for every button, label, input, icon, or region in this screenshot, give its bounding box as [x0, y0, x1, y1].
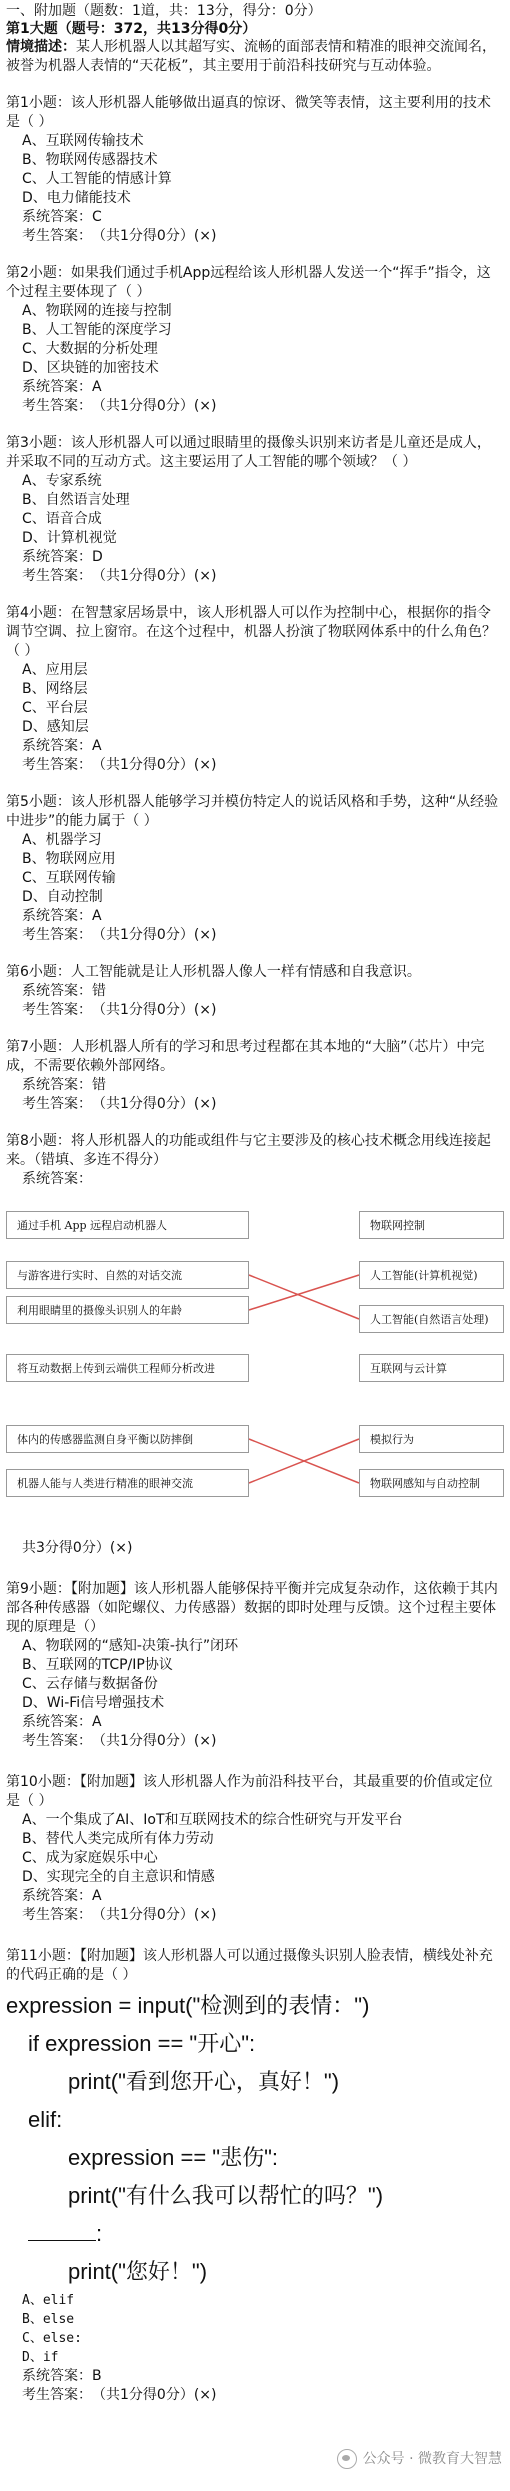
left-item[interactable]: 与游客进行实时、自然的对话交流 [6, 1261, 249, 1289]
student-answer: 考生答案： （共1分得0分）(×) [22, 1096, 217, 1112]
code-line: if expression == "开心": [28, 2031, 256, 2056]
option: D、计算机视觉 [22, 530, 117, 546]
option: D、电力储能技术 [22, 190, 131, 206]
right-item[interactable]: 模拟行为 [359, 1425, 504, 1453]
watermark-text: 公众号 · 微教育大智慧 [362, 2450, 502, 2467]
question-stem: 第3小题：该人形机器人可以通过眼睛里的摄像头识别来访者是儿童还是成人，并采取不同的互动方式。这主要运用了人工智能的哪个领域？（ ） [6, 435, 491, 470]
system-answer: 系统答案：A [22, 1714, 102, 1730]
match-line [249, 1275, 359, 1310]
question-8 [6, 1132, 504, 1189]
option: C、else: [22, 2331, 82, 2346]
code-line: elif: [28, 2107, 63, 2132]
question-stem: 第9小题：【附加题】该人形机器人能够保持平衡并完成复杂动作，这依赖于其内部各种传感器（如陀螺仪、力传感器）数据的即时处理与反馈。这个过程主要体现的原理是（） [6, 1581, 498, 1635]
wechat-icon [337, 2449, 357, 2469]
system-answer: 系统答案： [22, 1171, 92, 1187]
option: D、if [22, 2350, 59, 2365]
option: C、语音合成 [22, 511, 102, 527]
option: D、区块链的加密技术 [22, 360, 159, 376]
left-item[interactable]: 将互动数据上传到云端供工程师分析改进 [6, 1354, 249, 1382]
option: B、人工智能的深度学习 [22, 322, 172, 338]
question-stem: 第2小题：如果我们通过手机App远程给该人形机器人发送一个“挥手”指令，这个过程主要体现了（ ） [6, 265, 491, 300]
question-3 [6, 434, 504, 586]
system-answer: 系统答案：错 [22, 1077, 106, 1093]
code-line: print("您好！") [68, 2259, 208, 2284]
question-list-2 [6, 1580, 504, 1925]
option: A、elif [22, 2293, 75, 2308]
right-item[interactable]: 人工智能(自然语言处理) [359, 1305, 504, 1333]
option: D、感知层 [22, 719, 89, 735]
option: D、实现完全的自主意识和情感 [22, 1869, 215, 1885]
option: C、大数据的分析处理 [22, 341, 158, 357]
matching-diagram [6, 1209, 504, 1539]
student-answer: 考生答案： （共1分得0分）(×) [22, 568, 217, 584]
question-1 [6, 94, 504, 246]
question-11 [6, 1947, 504, 2405]
code-line: print("看到您开心，真好！") [68, 2069, 340, 2094]
question-stem: 第6小题：人工智能就是让人形机器人像人一样有情感和自我意识。 [6, 964, 421, 980]
option: B、else [22, 2312, 75, 2327]
question-stem: 第11小题：【附加题】该人形机器人可以通过摄像头识别人脸表情，横线处补充的代码正确的是（ ） [6, 1948, 493, 1983]
option: A、一个集成了AI、IoT和互联网技术的综合性研究与开发平台 [22, 1812, 403, 1828]
blank-line[interactable] [28, 2216, 96, 2241]
student-answer: 考生答案： （共1分得0分）(×) [22, 2387, 217, 2403]
system-answer: 系统答案：A [22, 1888, 102, 1904]
scenario-label: 情境描述： [6, 39, 76, 55]
student-answer: 考生答案： （共1分得0分）(×) [22, 1733, 217, 1749]
scenario [6, 38, 504, 76]
question-7 [6, 1038, 504, 1114]
student-answer: 考生答案： （共1分得0分）(×) [22, 927, 217, 943]
option: A、互联网传输技术 [22, 133, 144, 149]
question-9 [6, 1580, 504, 1751]
student-answer: 考生答案： （共1分得0分）(×) [22, 1002, 217, 1018]
option: B、替代人类完成所有体力劳动 [22, 1831, 214, 1847]
question-10 [6, 1773, 504, 1925]
system-answer: 系统答案：错 [22, 983, 106, 999]
left-item[interactable]: 机器人能与人类进行精准的眼神交流 [6, 1469, 249, 1497]
student-answer: 考生答案： （共1分得0分）(×) [22, 757, 217, 773]
question-stem: 第1小题：该人形机器人能够做出逼真的惊讶、微笑等表情，这主要利用的技术是（ ） [6, 95, 491, 130]
question-8-score: 共3分得0分）(×) [22, 1540, 133, 1556]
option: C、平台层 [22, 700, 88, 716]
option: B、物联网传感器技术 [22, 152, 158, 168]
option: C、云存储与数据备份 [22, 1676, 158, 1692]
option: D、自动控制 [22, 889, 103, 905]
code-line: print("有什么我可以帮忙的吗？") [68, 2183, 384, 2208]
option: A、专家系统 [22, 473, 102, 489]
section-title: 第1大题（题号：372，共13分得0分） [6, 21, 257, 37]
option: A、应用层 [22, 662, 88, 678]
student-answer: 考生答案： （共1分得0分）(×) [22, 228, 217, 244]
system-answer: 系统答案：D [22, 549, 103, 565]
left-item[interactable]: 利用眼睛里的摄像头识别人的年龄 [6, 1296, 249, 1324]
system-answer: 系统答案：B [22, 2368, 102, 2384]
option: C、成为家庭娱乐中心 [22, 1850, 158, 1866]
question-5 [6, 793, 504, 945]
option: B、物联网应用 [22, 851, 116, 867]
student-answer: 考生答案： （共1分得0分）(×) [22, 1907, 217, 1923]
system-answer: 系统答案：A [22, 379, 102, 395]
system-answer: 系统答案：C [22, 209, 102, 225]
code-block [6, 1987, 504, 2291]
option: D、Wi-Fi信号增强技术 [22, 1695, 165, 1711]
scenario-text: 某人形机器人以其超写实、流畅的面部表情和精准的眼神交流闻名，被誉为机器人表情的“天花板”，其主要用于前沿科技研究与互动体验。 [6, 39, 496, 74]
right-item[interactable]: 互联网与云计算 [359, 1354, 504, 1382]
part-title: 一、附加题（题数：1道，共：13分，得分：0分） [6, 3, 322, 19]
watermark [337, 2449, 502, 2469]
student-answer: 考生答案： （共1分得0分）(×) [22, 398, 217, 414]
code-line-blank [6, 2215, 504, 2253]
system-answer: 系统答案：A [22, 908, 102, 924]
question-6 [6, 963, 504, 1020]
match-line [249, 1275, 359, 1319]
right-item[interactable]: 物联网控制 [359, 1211, 504, 1239]
left-item[interactable]: 体内的传感器监测自身平衡以防摔倒 [6, 1425, 249, 1453]
left-item[interactable]: 通过手机 App 远程启动机器人 [6, 1211, 249, 1239]
question-stem: 第4小题：在智慧家居场景中，该人形机器人可以作为控制中心，根据你的指令调节空调、拉上窗帘。在这个过程中，机器人扮演了物联网体系中的什么角色？（ ） [6, 605, 496, 659]
option: C、互联网传输 [22, 870, 116, 886]
option: B、互联网的TCP/IP协议 [22, 1657, 173, 1673]
question-list [6, 94, 504, 1114]
right-item[interactable]: 人工智能(计算机视觉) [359, 1261, 504, 1289]
option: A、物联网的“感知-决策-执行”闭环 [22, 1638, 239, 1654]
question-stem: 第8小题：将人形机器人的功能或组件与它主要涉及的核心技术概念用线连接起来。（错填、多连不得分） [6, 1133, 491, 1168]
right-item[interactable]: 物联网感知与自动控制 [359, 1469, 504, 1497]
code-line: expression = input("检测到的表情：") [6, 1993, 370, 2018]
system-answer: 系统答案：A [22, 738, 102, 754]
question-4 [6, 604, 504, 775]
question-2 [6, 264, 504, 416]
question-stem: 第10小题：【附加题】该人形机器人作为前沿科技平台，其最重要的价值或定位是（ ） [6, 1774, 493, 1809]
option: A、机器学习 [22, 832, 102, 848]
option: B、网络层 [22, 681, 88, 697]
question-stem: 第7小题：人形机器人所有的学习和思考过程都在其本地的“大脑”（芯片）中完成，不需要依赖外部网络。 [6, 1039, 485, 1074]
code-colon: : [96, 2221, 103, 2246]
option: A、物联网的连接与控制 [22, 303, 172, 319]
option: C、人工智能的情感计算 [22, 171, 172, 187]
code-line: expression == "悲伤": [68, 2145, 279, 2170]
question-stem: 第5小题：该人形机器人能够学习并模仿特定人的说话风格和手势，这种“从经验中进步”的能力属于（ ） [6, 794, 499, 829]
option: B、自然语言处理 [22, 492, 130, 508]
